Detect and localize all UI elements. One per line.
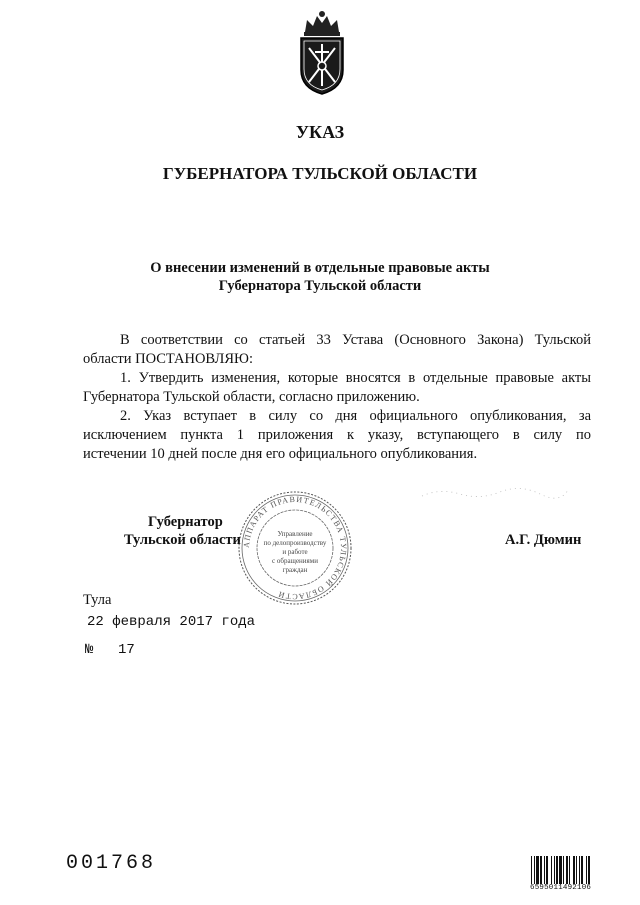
body-line: Губернатора Тульской области, согласно приложению. <box>83 389 420 405</box>
signatory-position-1: Губернатор <box>148 514 223 530</box>
handwritten-signature <box>420 486 570 502</box>
body-line: 1. Утвердить изменения, которые вносятся в отдельные правовые акты <box>120 370 591 386</box>
subject-line-2: Губернатора Тульской области <box>218 278 422 294</box>
barcode-bar <box>551 856 552 884</box>
barcode-bar <box>569 856 570 884</box>
barcode-bar <box>540 856 542 884</box>
body-line: В соответствии со статьей 33 Устава (Основного Закона) Тульской <box>120 332 591 348</box>
barcode-bar <box>566 856 568 884</box>
number-label: № <box>85 642 94 658</box>
place: Тула <box>83 592 112 608</box>
body-line: 2. Указ вступает в силу со дня официального опубликования, за <box>120 408 591 424</box>
barcode-bar <box>588 856 590 884</box>
barcode-bar <box>579 856 580 884</box>
document-number: 17 <box>118 642 135 658</box>
barcode-bar <box>544 856 545 884</box>
coat-of-arms-icon <box>293 10 351 96</box>
stamp-ring-text: АППАРАТ ПРАВИТЕЛЬСТВА ТУЛЬСКОЙ ОБЛАСТИ <box>241 494 349 602</box>
barcode-bar <box>536 856 539 884</box>
barcode-bar <box>576 856 577 884</box>
barcode-bar <box>556 856 558 884</box>
barcode-bar <box>563 856 564 884</box>
issuer-title: ГУБЕРНАТОРА ТУЛЬСКОЙ ОБЛАСТИ <box>162 164 478 183</box>
barcode-text: 6595011492106 <box>530 884 610 892</box>
barcode-bar <box>534 856 535 884</box>
barcode-bar <box>546 856 548 884</box>
barcode-bar <box>531 856 532 884</box>
document-title: УКАЗ <box>295 122 345 142</box>
signatory-position-2: Тульской области <box>124 532 241 548</box>
body-line: области ПОСТАНОВЛЯЮ: <box>83 351 253 367</box>
barcode-bar <box>554 856 555 884</box>
barcode-bar <box>559 856 562 884</box>
stamp-center-text: Управление по делопроизводству и работе с обращениями граждан <box>263 530 327 574</box>
serial-number: 001768 <box>66 852 157 875</box>
body-line: истечении 10 дней после дня его официального опубликования. <box>83 446 478 462</box>
subject-line-1: О внесении изменений в отдельные правовые акты <box>150 260 490 276</box>
date: 22 февраля 2017 года <box>87 614 256 630</box>
barcode-bar <box>573 856 575 884</box>
body-line: исключением пункта 1 приложения к указу, вступающего в силу по <box>83 427 591 443</box>
barcode-bar <box>586 856 587 884</box>
signatory-name: А.Г. Дюмин <box>505 532 582 548</box>
barcode-bar <box>581 856 583 884</box>
